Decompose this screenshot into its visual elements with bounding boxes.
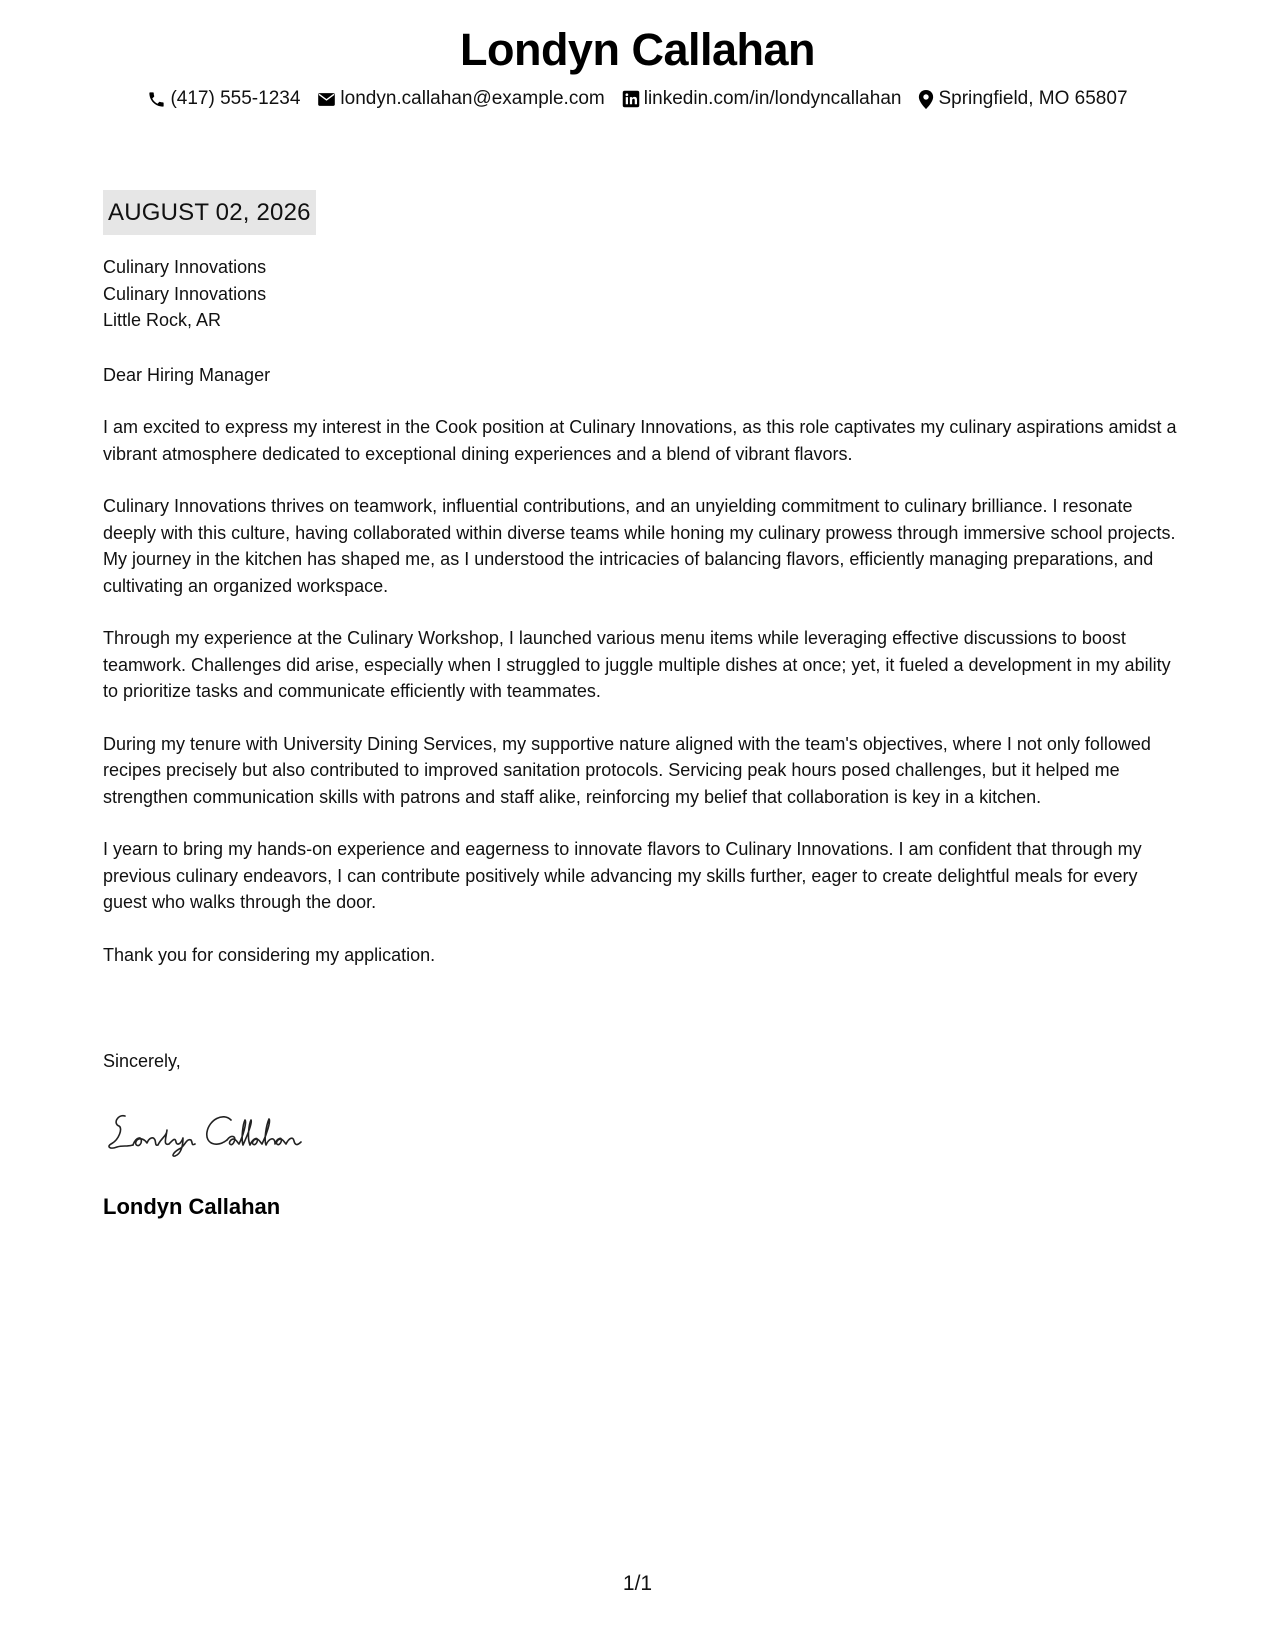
envelope-icon (317, 90, 336, 109)
salutation: Dear Hiring Manager (103, 365, 271, 385)
letter-header (0, 22, 1275, 112)
body-paragraph: I yearn to bring my hands-on experience and eagerness to innovate flavors to Culinary Innovations. I am confident that through my previous culinary endeavors, I can contribute positively while advancing my skills further, eager to create delightful meals for every guest who walks through the door. (103, 839, 1142, 912)
contact-phone-text: (417) 555-1234 (170, 88, 301, 109)
contact-info-row (0, 86, 1275, 112)
body-paragraph: Thank you for considering my application. (103, 944, 436, 965)
recipient-block (103, 254, 266, 334)
contact-linkedin-text: linkedin.com/in/londyncallahan (643, 88, 902, 109)
contact-email (317, 86, 604, 112)
linkedin-icon (622, 90, 640, 108)
contact-linkedin (622, 86, 902, 112)
letter-date: AUGUST 02, 2026 (103, 190, 316, 235)
recipient-line: Culinary Innovations (103, 257, 267, 277)
body-paragraph: I am excited to express my interest in the Cook position at Culinary Innovations, as this role captivates my culinary aspirations amidst a vibrant atmosphere dedicated to exceptional dining experiences and a blend of vibrant flavors. (103, 417, 1177, 464)
signature-scribble (103, 1100, 363, 1160)
signer-name: Londyn Callahan (103, 1194, 281, 1219)
body-paragraph: Through my experience at the Culinary Workshop, I launched various menu items while leveraging effective discussions to boost teamwork. Challenges did arise, especially when I struggled to juggle multiple dishes at once; yet, it fueled a development in my ability to prioritize tasks and communicate efficiently with teammates. (103, 628, 1171, 701)
closing: Sincerely, (103, 1051, 181, 1071)
phone-icon (147, 90, 166, 109)
contact-location-text: Springfield, MO 65807 (938, 88, 1128, 109)
recipient-line: Little Rock, AR (103, 310, 222, 330)
applicant-name: Londyn Callahan (459, 24, 816, 75)
map-pin-icon (918, 90, 934, 109)
body-paragraph: During my tenure with University Dining Services, my supportive nature aligned with the team's objectives, where I not only followed recipes precisely but also contributed to improved sanitation protocols. Servicing peak hours posed challenges, but it helped me strengthen communication skills with patrons and staff alike, reinforcing my belief that collaboration is key in a kitchen. (103, 733, 1151, 807)
contact-location (918, 86, 1127, 112)
page-number: 1/1 (622, 1572, 653, 1595)
letter-body (103, 414, 1183, 994)
recipient-line: Culinary Innovations (103, 283, 267, 304)
contact-phone (147, 86, 300, 112)
body-paragraph: Culinary Innovations thrives on teamwork, influential contributions, and an unyielding commitment to culinary brilliance. I resonate deeply with this culture, having collaborated within diverse teams while honing my culinary prowess through immersive school projects. My journey in the kitchen has shaped me, as I understood the intricacies of balancing flavors, efficiently managing preparations, and cultivating an organized workspace. (103, 496, 1176, 596)
handwritten-signature (103, 1100, 363, 1165)
contact-email-text: londyn.callahan@example.com (340, 88, 605, 109)
